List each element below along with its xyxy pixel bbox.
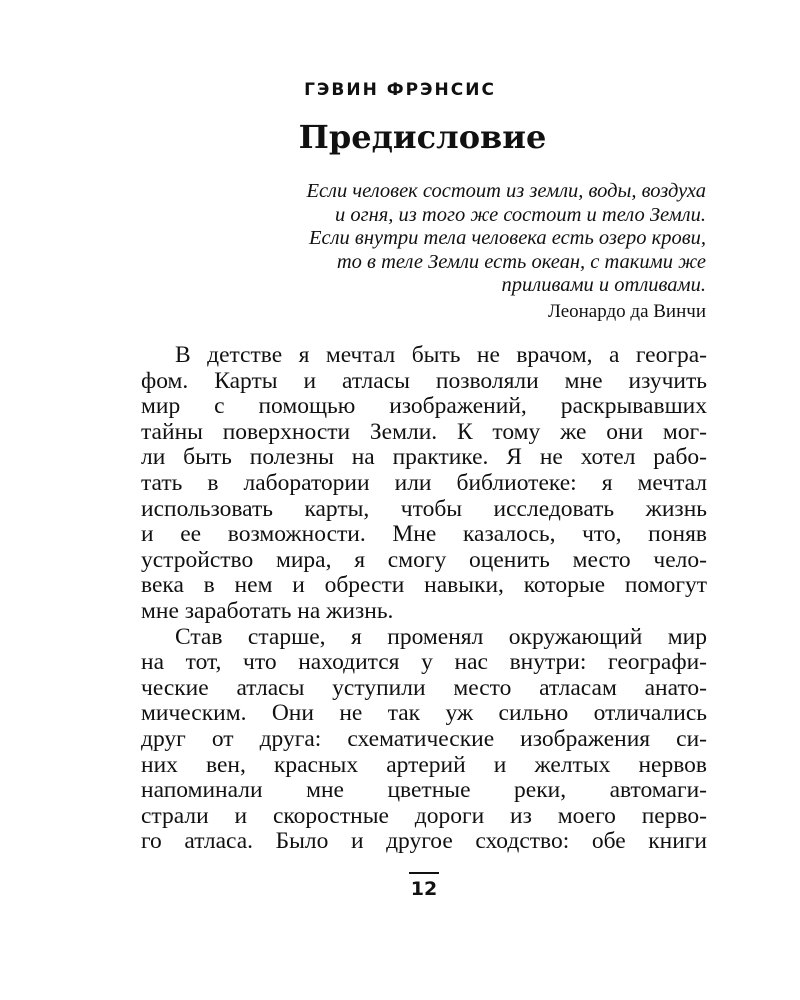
epigraph-line: Если внутри тела человека есть озеро крови,	[309, 227, 706, 249]
body-line: страли и скоростные дороги из моего перво-	[141, 802, 707, 829]
body-line: устройство мира, я смогу оценить место чело-	[141, 546, 707, 573]
body-line: друг от друга: схематические изображения си-	[141, 725, 707, 752]
body-line: на тот, что находится у нас внутри: географи-	[141, 649, 707, 676]
epigraph-line: приливами и отливами.	[501, 274, 706, 296]
body-text	[141, 343, 707, 855]
epigraph-attribution: Леонардо да Винчи	[547, 301, 706, 322]
body-line: мическим. Они не так уж сильно отличались	[141, 700, 707, 727]
chapter-title: Предисловие	[298, 118, 547, 156]
body-line: напоминали мне цветные реки, автомаги-	[141, 777, 707, 804]
body-line: века в нем и обрести навыки, которые помогут	[141, 572, 707, 599]
running-head-author: ГЭВИН ФРЭНСИС	[304, 80, 496, 100]
body-line: тать в лаборатории или библиотеке: я мечтал	[141, 469, 707, 496]
body-line: В детстве я мечтал быть не врачом, а геогра-	[175, 342, 707, 368]
epigraph	[150, 180, 706, 298]
body-line: использовать карты, чтобы исследовать жизнь	[141, 495, 707, 522]
epigraph-line: то в теле Земли есть океан, с такими же	[336, 250, 706, 273]
page-number-rule	[409, 872, 439, 874]
epigraph-line: Если человек состоит из земли, воды, воздуха	[306, 180, 706, 202]
body-line: ческие атласы уступили место атласам анато-	[141, 674, 707, 701]
body-line: мир с помощью изображений, раскрывавших	[141, 393, 707, 420]
body-line: фом. Карты и атласы позволяли мне изучить	[141, 367, 707, 394]
body-line: и ее возможности. Мне казалось, что, поняв	[141, 521, 707, 548]
body-line: Став старше, я променял окружающий мир	[175, 623, 707, 650]
body-line: ли быть полезны на практике. Я не хотел рабо-	[141, 444, 707, 471]
body-line: тайны поверхности Земли. К тому же они мог-	[141, 418, 707, 445]
body-line: мне заработать на жизнь.	[141, 597, 394, 624]
body-line: го атласа. Было и другое сходство: обе книги	[141, 828, 707, 855]
body-line: них вен, красных артерий и желтых нервов	[141, 751, 707, 778]
epigraph-line: и огня, из того же состоит и тело Земли.	[334, 203, 706, 226]
page-number: 12	[410, 878, 438, 900]
